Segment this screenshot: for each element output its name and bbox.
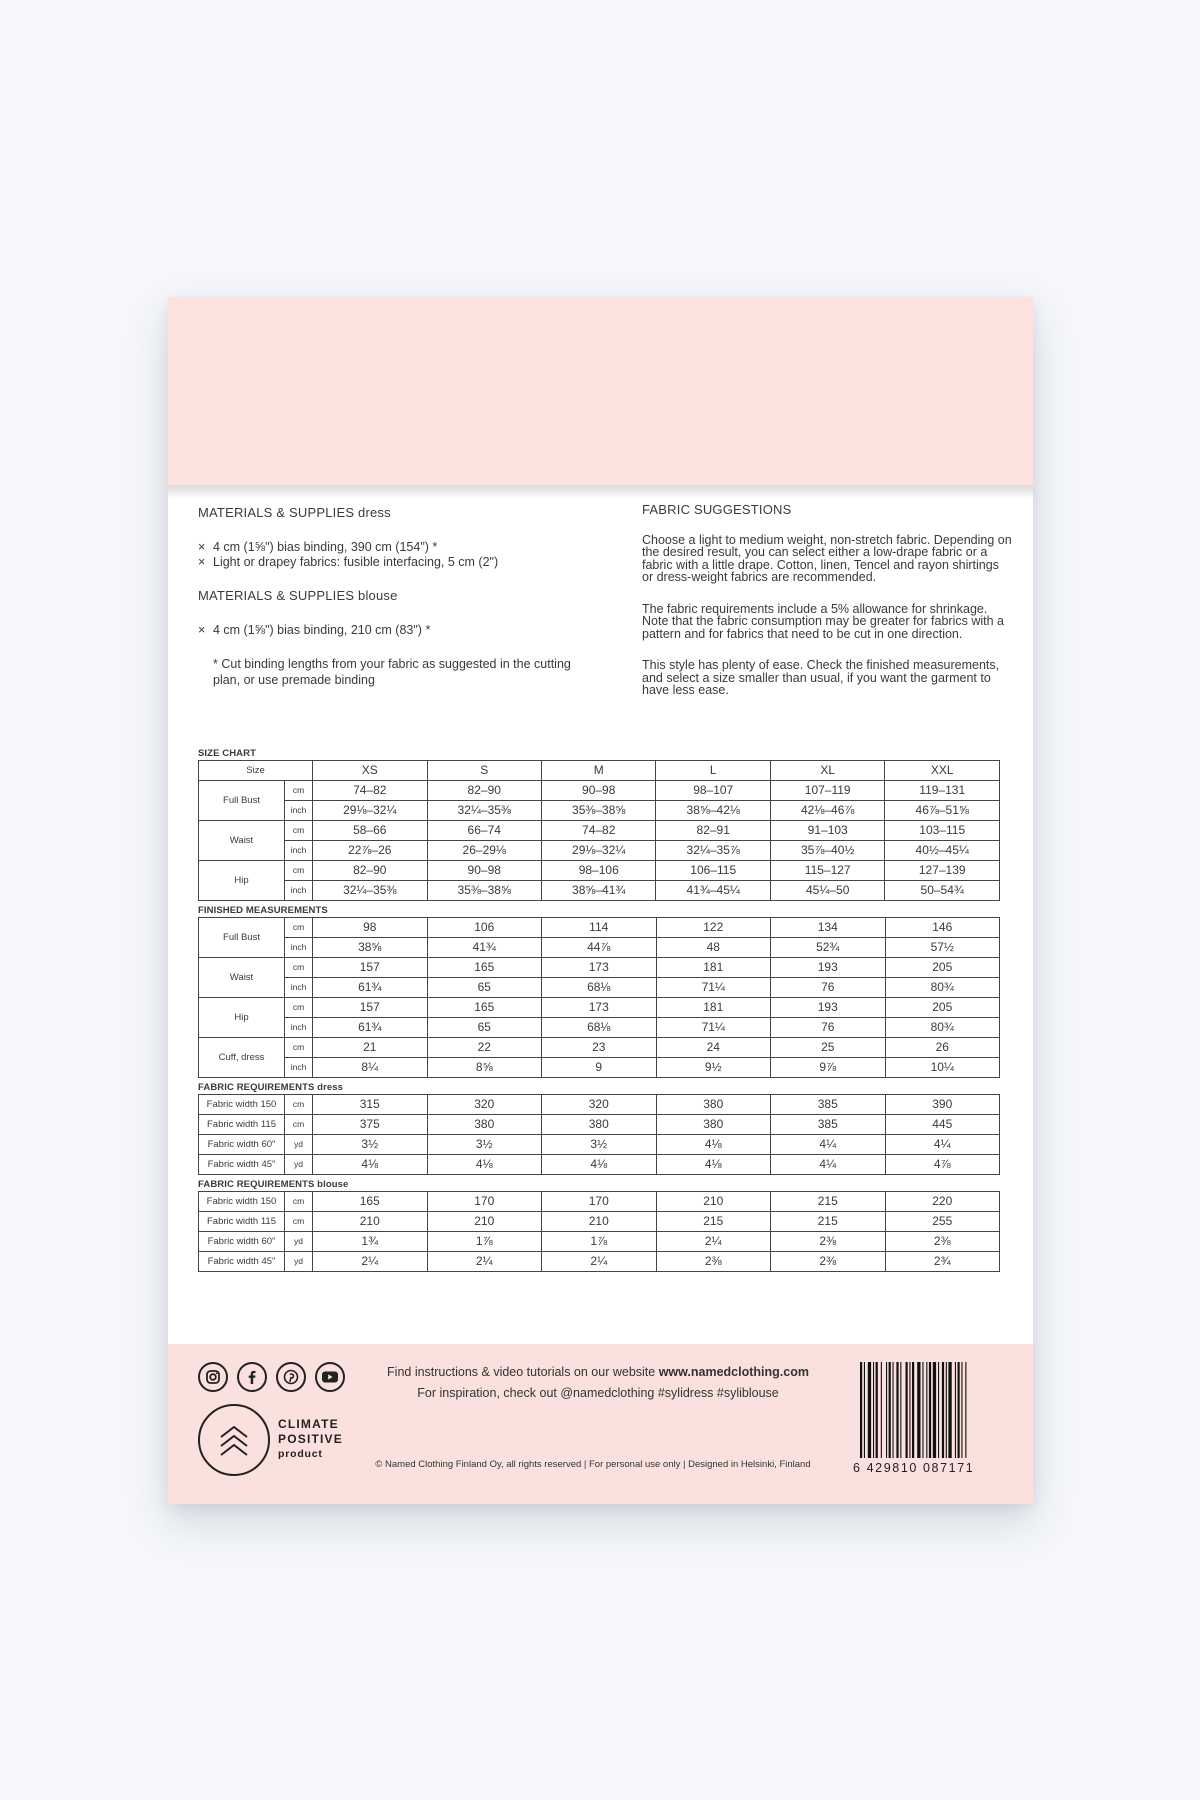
table-cell: 52¾ [771,938,886,958]
table-cell: 80¾ [885,978,1000,998]
table-cell: 173 [542,998,657,1018]
barcode-bar [873,1362,874,1458]
table-cell: 21 [313,1038,428,1058]
barcode-bar [860,1362,862,1458]
table-row [199,801,1000,821]
barcode-bar [900,1362,901,1458]
table-cell: 91–103 [770,821,884,841]
table-cell: 3½ [313,1135,428,1155]
climate-positive-text: CLIMATE POSITIVE product [278,1417,343,1460]
table-cell: 74–82 [541,821,655,841]
table-cell: 66–74 [427,821,541,841]
table-cell: 165 [313,1192,428,1212]
barcode-bar [946,1362,947,1458]
pattern-envelope-back [168,297,1033,1504]
table-cell: 380 [542,1115,657,1135]
table-cell: 57½ [885,938,1000,958]
size-label: Size [199,761,313,781]
row-label: Fabric width 115 [199,1115,285,1135]
table-cell: 315 [313,1095,428,1115]
table-cell: 38⅝ [313,938,428,958]
table-cell: 390 [885,1095,1000,1115]
table-cell: 10¼ [885,1058,1000,1078]
table-cell: 8⅝ [427,1058,542,1078]
barcode-bar [958,1362,960,1458]
row-label: Fabric width 45" [199,1252,285,1272]
barcode-bar [886,1362,887,1458]
unit-label: inch [285,1058,313,1078]
table-row [199,1058,1000,1078]
row-label: Hip [199,861,285,901]
table-row [199,978,1000,998]
table-cell: 114 [542,918,657,938]
unit-label: cm [285,821,313,841]
table-cell: 4⅛ [656,1155,771,1175]
fabric-req-blouse-title: FABRIC REQUIREMENTS blouse [198,1179,349,1190]
table-cell: 68⅛ [542,1018,657,1038]
table-cell: 165 [427,998,542,1018]
fabric-paragraph: The fabric requirements include a 5% allowance for shrinkage. Note that the fabric consumption may be greater for fabrics with a pattern and for fabrics that need to be cut in one direction. [642,601,1004,641]
table-header-row [199,761,1000,781]
size-header: L [656,761,770,781]
table-cell: 2⅜ [885,1232,1000,1252]
unit-label: inch [285,881,313,901]
bullet-icon: × [198,540,206,554]
table-cell: 107–119 [770,781,884,801]
table-cell: 90–98 [427,861,541,881]
table-cell: 44⅞ [542,938,657,958]
table-cell: 48 [656,938,771,958]
barcode-bar [889,1362,891,1458]
fabric-paragraph: This style has plenty of ease. Check the finished measurements, and select a size smaller than usual, if you want the garment to have less ease. [642,658,1000,697]
barcode-bar [926,1362,927,1458]
table-cell: 157 [313,998,428,1018]
table-cell: 385 [771,1115,886,1135]
table-cell: 106 [427,918,542,938]
unit-label: cm [285,958,313,978]
row-label: Fabric width 150 [199,1095,285,1115]
table-cell: 170 [427,1192,542,1212]
table-cell: 2¼ [542,1252,657,1272]
list-item: × 4 cm (1⅝") bias binding, 210 cm (83") * [198,623,431,637]
finished-measurements-title: FINISHED MEASUREMENTS [198,905,328,916]
bullet-icon: × [198,623,206,637]
table-cell: 76 [771,1018,886,1038]
table-row [199,1232,1000,1252]
table-cell: 9½ [656,1058,771,1078]
row-label: Fabric width 45" [199,1155,285,1175]
table-cell: 127–139 [885,861,1000,881]
social-links [198,1362,345,1392]
barcode-bar [922,1362,923,1458]
table-cell: 46⅞–51⅝ [885,801,1000,821]
table-cell: 82–90 [427,781,541,801]
table-cell: 26 [885,1038,1000,1058]
size-header: XXL [885,761,1000,781]
table-cell: 122 [656,918,771,938]
table-cell: 255 [885,1212,1000,1232]
table-row [199,1095,1000,1115]
table-row [199,781,1000,801]
table-cell: 205 [885,958,1000,978]
table-cell: 65 [427,1018,542,1038]
table-cell: 22⅞–26 [313,841,427,861]
barcode-bar [868,1362,871,1458]
table-cell: 4⅛ [656,1135,771,1155]
fabric-req-dress-table [198,1094,1000,1175]
row-label: Waist [199,821,285,861]
binding-note: * Cut binding lengths from your fabric as suggested in the cutting plan, or use premade binding [213,657,571,687]
table-row [199,1135,1000,1155]
table-cell: 71¼ [656,978,771,998]
unit-label: yd [285,1155,313,1175]
table-cell: 210 [427,1212,542,1232]
table-cell: 9⅞ [771,1058,886,1078]
table-cell: 2¾ [885,1252,1000,1272]
table-cell: 445 [885,1115,1000,1135]
table-cell: 106–115 [656,861,770,881]
fabric-req-blouse-table [198,1191,1000,1272]
row-label: Fabric width 60" [199,1232,285,1252]
table-row [199,1212,1000,1232]
table-row [199,1252,1000,1272]
table-cell: 181 [656,958,771,978]
fabric-req-dress-title: FABRIC REQUIREMENTS dress [198,1082,344,1093]
table-cell: 8¼ [313,1058,428,1078]
size-header: S [427,761,541,781]
table-row [199,1115,1000,1135]
table-cell: 215 [771,1212,886,1232]
table-cell: 76 [771,978,886,998]
table-cell: 119–131 [885,781,1000,801]
pinterest-icon[interactable] [276,1362,306,1392]
table-cell: 42⅛–46⅞ [770,801,884,821]
table-cell: 380 [656,1115,771,1135]
table-cell: 24 [656,1038,771,1058]
unit-label: inch [285,978,313,998]
table-row [199,1192,1000,1212]
table-cell: 32¼–35⅜ [427,801,541,821]
barcode-bar [965,1362,966,1458]
materials-dress-title: MATERIALS & SUPPLIES dress [198,505,391,520]
unit-label: cm [285,998,313,1018]
table-row [199,1155,1000,1175]
table-row [199,1018,1000,1038]
barcode-bar [938,1362,939,1458]
table-cell: 173 [542,958,657,978]
fabric-paragraph: Choose a light to medium weight, non-stretch fabric. Depending on the desired result, you can select either a low-drape fabric or a fabric with a little drape. Cotton, linen, Tencel and rayon shirtings or dress-weight fabrics are recommended. [642,532,1012,584]
table-cell: 74–82 [313,781,427,801]
table-cell: 35⅜–38⅝ [541,801,655,821]
table-cell: 4¼ [885,1135,1000,1155]
website-link[interactable]: www.namedclothing.com [658,1365,809,1379]
copyright-text: © Named Clothing Finland Oy, all rights reserved | For personal use only | Designed in Helsinki, Finland [375,1459,811,1470]
table-cell: 98–106 [541,861,655,881]
barcode-bar [961,1362,962,1458]
materials-dress-list [198,540,598,570]
table-cell: 2¼ [427,1252,542,1272]
barcode-bar [933,1362,936,1458]
table-cell: 23 [542,1038,657,1058]
barcode-bar [912,1362,914,1458]
list-item: × Light or drapey fabrics: fusible interfacing, 5 cm (2") [198,555,499,569]
table-cell: 3½ [427,1135,542,1155]
unit-label: inch [285,801,313,821]
table-cell: 4⅛ [313,1155,428,1175]
materials-blouse-list [198,623,598,638]
table-cell: 2⅜ [771,1232,886,1252]
table-cell: 320 [427,1095,542,1115]
table-cell: 40½–45¼ [885,841,1000,861]
table-cell: 45¼–50 [770,881,884,901]
barcode-bar [955,1362,956,1458]
table-cell: 9 [542,1058,657,1078]
barcode-bar [881,1362,882,1458]
table-cell: 82–91 [656,821,770,841]
table-cell: 2⅜ [656,1252,771,1272]
fabric-suggestions-title: FABRIC SUGGESTIONS [642,502,792,517]
table-cell: 82–90 [313,861,427,881]
table-row [199,821,1000,841]
row-label: Fabric width 115 [199,1212,285,1232]
row-label: Fabric width 150 [199,1192,285,1212]
row-label: Waist [199,958,285,998]
table-cell: 385 [771,1095,886,1115]
table-cell: 320 [542,1095,657,1115]
row-label: Full Bust [199,781,285,821]
table-cell: 193 [771,958,886,978]
table-row [199,918,1000,938]
table-row [199,1038,1000,1058]
table-cell: 210 [542,1212,657,1232]
flap-shadow [168,485,1033,499]
inspiration-line: For inspiration, check out @namedclothing #sylidress #syliblouse [417,1386,779,1400]
row-label: Cuff, dress [199,1038,285,1078]
table-cell: 210 [656,1192,771,1212]
barcode-bar [896,1362,898,1458]
table-cell: 38⅝–41¾ [541,881,655,901]
top-color-band [168,297,1033,485]
unit-label: cm [285,1095,313,1115]
barcode [860,1362,1002,1470]
barcode-bar [906,1362,908,1458]
barcode-bar [948,1362,951,1458]
size-chart-table [198,760,1000,901]
table-row [199,958,1000,978]
table-cell: 210 [313,1212,428,1232]
table-row [199,841,1000,861]
table-cell: 380 [427,1115,542,1135]
finished-measurements-table [198,917,1000,1078]
table-cell: 205 [885,998,1000,1018]
barcode-bar [917,1362,920,1458]
table-cell: 38⅝–42⅛ [656,801,770,821]
table-cell: 1⅞ [427,1232,542,1252]
table-cell: 32¼–35⅜ [313,881,427,901]
row-label: Hip [199,998,285,1038]
table-cell: 41¾ [427,938,542,958]
unit-label: yd [285,1252,313,1272]
table-cell: 380 [656,1095,771,1115]
table-cell: 181 [656,998,771,1018]
facebook-icon[interactable] [237,1362,267,1392]
table-cell: 4¼ [771,1135,886,1155]
table-cell: 80¾ [885,1018,1000,1038]
table-cell: 35⅜–38⅝ [427,881,541,901]
unit-label: cm [285,861,313,881]
table-cell: 61¾ [313,1018,428,1038]
climate-positive-logo [198,1404,270,1476]
table-row [199,881,1000,901]
table-cell: 215 [771,1192,886,1212]
table-cell: 157 [313,958,428,978]
unit-label: inch [285,841,313,861]
table-cell: 3½ [542,1135,657,1155]
table-cell: 58–66 [313,821,427,841]
size-chart-title: SIZE CHART [198,748,256,759]
table-cell: 50–54¾ [885,881,1000,901]
table-cell: 4⅞ [885,1155,1000,1175]
unit-label: cm [285,1192,313,1212]
table-cell: 103–115 [885,821,1000,841]
unit-label: inch [285,938,313,958]
table-cell: 1¾ [313,1232,428,1252]
table-cell: 29⅛–32¼ [313,801,427,821]
table-cell: 375 [313,1115,428,1135]
website-info: Find instructions & video tutorials on our website www.namedclothing.com For inspiration, check out @namedclothing #sylidress #syliblouse [348,1362,848,1404]
materials-blouse-title: MATERIALS & SUPPLIES blouse [198,588,398,603]
measurement-tables [198,747,1000,1272]
table-cell: 25 [771,1038,886,1058]
unit-label: cm [285,1115,313,1135]
unit-label: cm [285,781,313,801]
unit-label: yd [285,1232,313,1252]
unit-label: cm [285,918,313,938]
barcode-bar [876,1362,878,1458]
materials-column [198,505,598,688]
row-label: Fabric width 60" [199,1135,285,1155]
barcode-bar [929,1362,931,1458]
table-cell: 2⅜ [771,1252,886,1272]
fabric-suggestions-column [642,504,1012,697]
size-header: XL [770,761,884,781]
table-cell: 26–29⅛ [427,841,541,861]
footer-band [168,1344,1033,1504]
table-cell: 98 [313,918,428,938]
table-cell: 41¾–45¼ [656,881,770,901]
table-cell: 98–107 [656,781,770,801]
table-cell: 220 [885,1192,1000,1212]
table-cell: 4¼ [771,1155,886,1175]
table-cell: 32¼–35⅞ [656,841,770,861]
barcode-bar [942,1362,944,1458]
table-cell: 1⅞ [542,1232,657,1252]
table-cell: 170 [542,1192,657,1212]
table-cell: 35⅞–40½ [770,841,884,861]
barcode-bar [864,1362,865,1458]
unit-label: yd [285,1135,313,1155]
table-cell: 68⅛ [542,978,657,998]
table-cell: 215 [656,1212,771,1232]
table-cell: 146 [885,918,1000,938]
barcode-number: 6 429810 087171 [853,1461,975,1475]
table-row [199,938,1000,958]
table-cell: 22 [427,1038,542,1058]
table-row [199,861,1000,881]
table-cell: 2¼ [656,1232,771,1252]
table-cell: 134 [771,918,886,938]
table-cell: 115–127 [770,861,884,881]
table-cell: 29⅛–32¼ [541,841,655,861]
barcode-bar [909,1362,910,1458]
list-item: × 4 cm (1⅝") bias binding, 390 cm (154") * [198,540,438,554]
table-cell: 71¼ [656,1018,771,1038]
table-cell: 4⅛ [542,1155,657,1175]
unit-label: cm [285,1038,313,1058]
unit-label: inch [285,1018,313,1038]
table-cell: 4⅛ [427,1155,542,1175]
table-cell: 2¼ [313,1252,428,1272]
size-header: M [541,761,655,781]
row-label: Full Bust [199,918,285,958]
table-cell: 90–98 [541,781,655,801]
size-header: XS [313,761,427,781]
table-row [199,998,1000,1018]
unit-label: cm [285,1212,313,1232]
instagram-icon[interactable] [198,1362,228,1392]
table-cell: 165 [427,958,542,978]
table-cell: 65 [427,978,542,998]
bullet-icon: × [198,555,206,569]
youtube-icon[interactable] [315,1362,345,1392]
table-cell: 61¾ [313,978,428,998]
barcode-bar [893,1362,894,1458]
table-cell: 193 [771,998,886,1018]
